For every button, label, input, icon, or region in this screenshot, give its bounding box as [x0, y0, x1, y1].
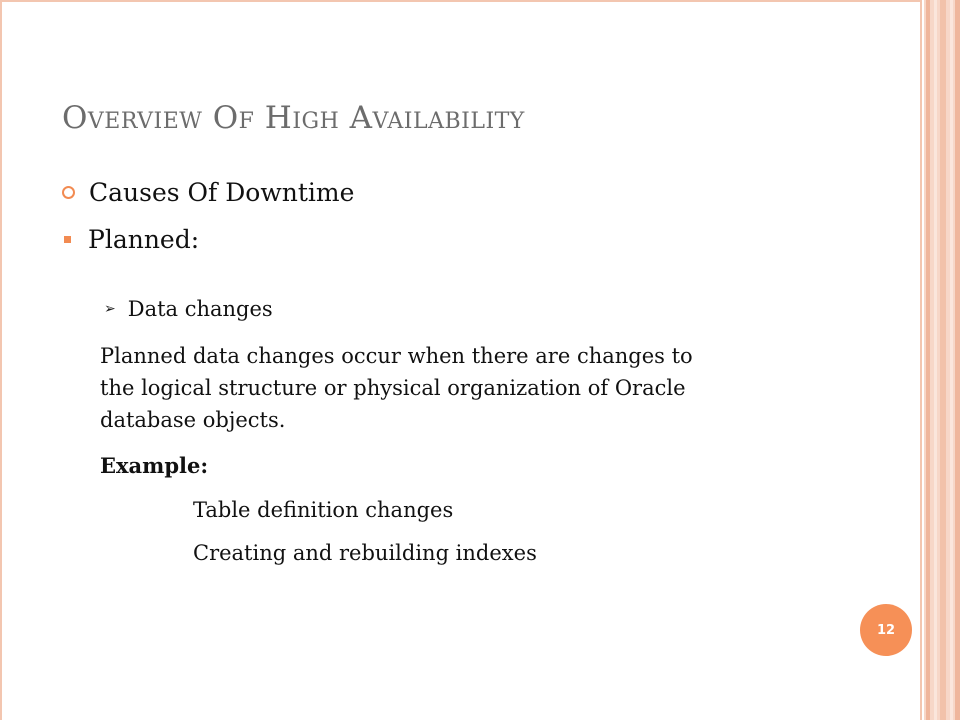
- slide-title: Overview Of High Availability: [62, 100, 525, 136]
- square-bullet-icon: [64, 236, 71, 243]
- stripe: [926, 0, 930, 720]
- stripe: [934, 0, 937, 720]
- example-label: Example:: [100, 453, 209, 478]
- example-item: Table definition changes: [193, 498, 454, 522]
- decorative-stripes: [924, 0, 960, 720]
- paragraph-line: database objects.: [100, 408, 286, 432]
- ring-bullet-icon: [62, 186, 75, 199]
- paragraph-line: the logical structure or physical organization of Oracle: [100, 376, 686, 400]
- bullet-planned: [62, 225, 199, 254]
- paragraph-line: Planned data changes occur when there are changes to: [100, 344, 693, 368]
- frame-left-border: [0, 0, 2, 720]
- stripe: [955, 0, 960, 720]
- bullet-text: Causes Of Downtime: [89, 178, 355, 207]
- bullet-text: Planned:: [88, 225, 200, 254]
- page-number-badge: 12: [860, 604, 912, 656]
- stripe: [950, 0, 953, 720]
- sub-bullet-data-changes: [104, 297, 273, 321]
- sub-bullet-text: Data changes: [127, 297, 273, 321]
- example-item: Creating and rebuilding indexes: [193, 541, 537, 565]
- frame-right-border: [920, 0, 922, 720]
- stripe: [940, 0, 946, 720]
- arrow-bullet-icon: ➢: [104, 301, 116, 317]
- frame-top-border: [0, 0, 922, 2]
- bullet-causes-of-downtime: [62, 178, 354, 207]
- description-paragraph: [100, 340, 860, 436]
